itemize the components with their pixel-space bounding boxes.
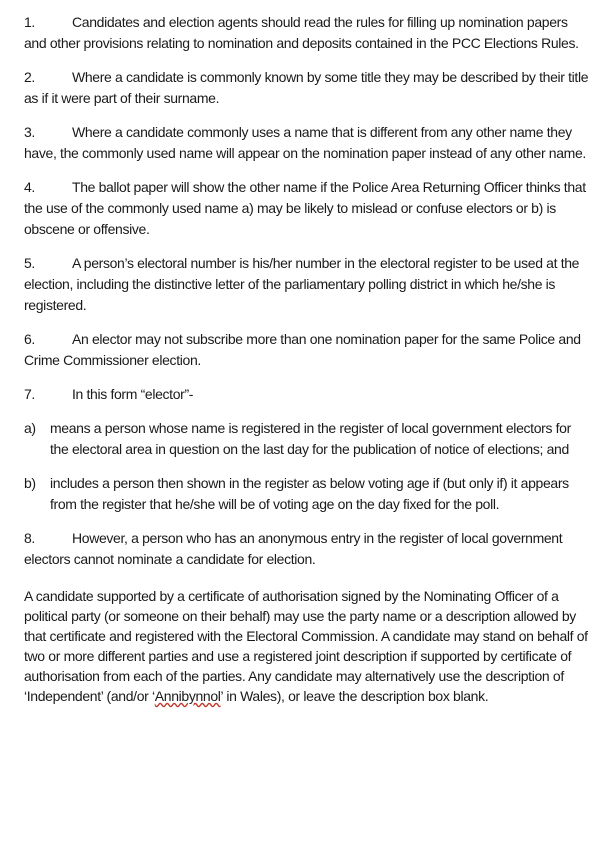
item-text: Candidates and election agents should read the rules for filling up nomination papers and other provisions relating to nomination and deposits contained in the PCC Elections Rules. xyxy=(24,14,579,51)
subitem-label: b) xyxy=(24,475,36,491)
item-text: The ballot paper will show the other name if the Police Area Returning Officer thinks that the use of the commonly used name a) may be likely to mislead or confuse electors or b) is obscene or offensive. xyxy=(24,179,586,237)
item-number: 1. xyxy=(24,14,35,30)
item-number: 3. xyxy=(24,124,35,140)
item-6 xyxy=(24,329,592,371)
subitem-label: a) xyxy=(24,420,36,436)
item-number: 4. xyxy=(24,179,35,195)
item-text: An elector may not subscribe more than one nomination paper for the same Police and Crime Commissioner election. xyxy=(24,331,581,368)
item-number: 2. xyxy=(24,69,35,85)
item-number: 5. xyxy=(24,255,35,271)
item-7 xyxy=(24,384,592,405)
item-text: Where a candidate commonly uses a name that is different from any other name they have, the commonly used name will appear on the nomination paper instead of any other name. xyxy=(24,124,586,161)
item-4 xyxy=(24,177,592,240)
item-8 xyxy=(24,528,592,570)
item-text: Where a candidate is commonly known by some title they may be described by their title as if it were part of their surname. xyxy=(24,69,589,106)
closing-text-start: A candidate supported by a certificate of authorisation signed by the Nominating Officer of a political party (or someone on their behalf) may use the party name or a description allowed by that certificate and registered with the Electoral Commission. A candidate may stand on behalf of two or more different parties and use a registered joint description if supported by certificate of authorisation from each of the parties. Any candidate may alternatively use the description of ‘Independent’ (and/or ‘ xyxy=(24,588,588,704)
subitem-a xyxy=(24,418,592,460)
item-1 xyxy=(24,12,592,54)
item-text: However, a person who has an anonymous entry in the register of local government electors cannot nominate a candidate for election. xyxy=(24,530,563,567)
item-3 xyxy=(24,122,592,164)
welsh-word: Annibynnol xyxy=(154,688,221,704)
item-number: 6. xyxy=(24,331,35,347)
subitem-text: means a person whose name is registered in the register of local government electors for the electoral area in question on the last day for the publication of notice of elections; and xyxy=(50,420,571,457)
item-text: A person’s electoral number is his/her number in the electoral register to be used at the election, including the distinctive letter of the parliamentary polling district in which he/she is registered. xyxy=(24,255,580,313)
document-page xyxy=(24,12,592,719)
item-text: In this form “elector”- xyxy=(72,386,194,402)
closing-text-end: ’ in Wales), or leave the description box blank. xyxy=(220,688,489,704)
item-2 xyxy=(24,67,592,109)
item-number: 7. xyxy=(24,386,35,402)
item-5 xyxy=(24,253,592,316)
closing-paragraph xyxy=(24,586,592,706)
subitem-b xyxy=(24,473,592,515)
item-number: 8. xyxy=(24,530,35,546)
subitem-text: includes a person then shown in the register as below voting age if (but only if) it appears from the register that he/she will be of voting age on the day fixed for the poll. xyxy=(50,475,569,512)
